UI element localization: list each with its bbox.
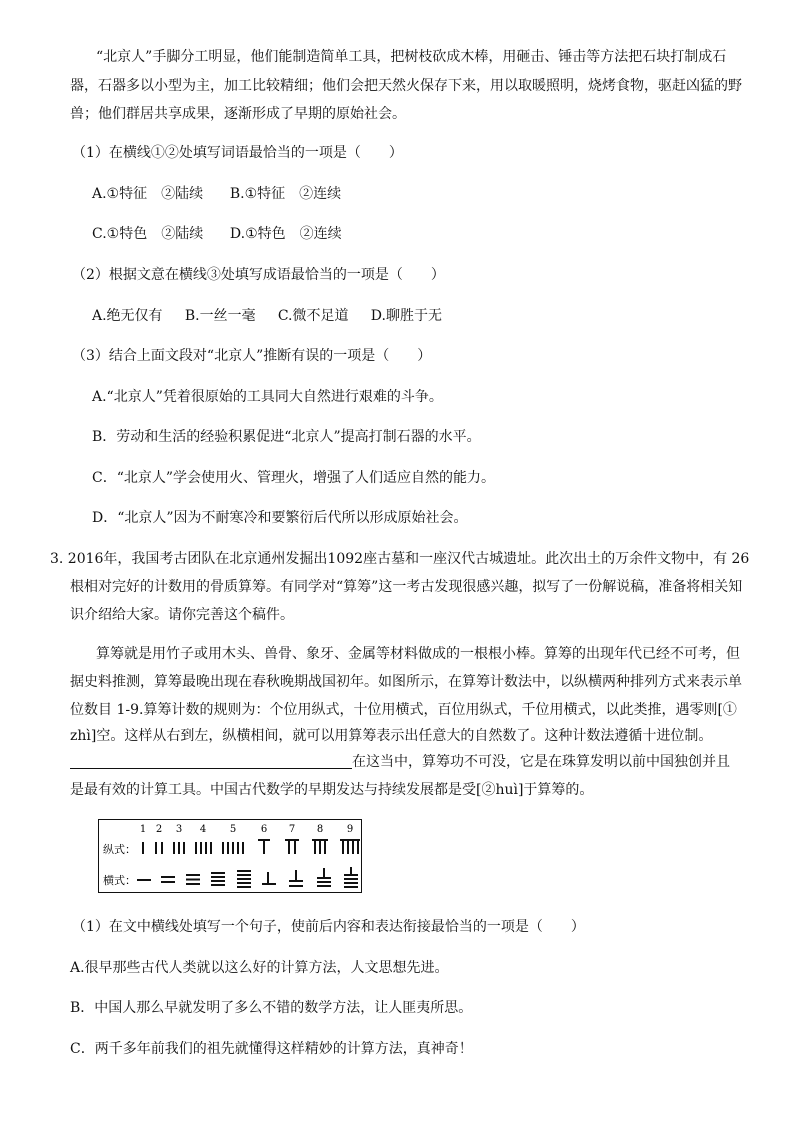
problem-line: 根相对完好的计数用的骨质算筹。有同学对“算筹”这一考古发现很感兴趣，拟写了一份解说稿，准备将相关知 (70, 579, 743, 595)
option-row (92, 184, 341, 204)
rod-number: 4 (199, 824, 207, 835)
option-b: B．中国人那么早就发明了多么不错的数学方法，让人匪夷所思。 (70, 1000, 473, 1016)
option-c: C.①特色 ②陆续 (92, 226, 204, 242)
rod-number: 9 (346, 824, 354, 835)
option-a: A.①特征 ②陆续 (92, 186, 204, 202)
option-d: D．“北京人”因为不耐寒冷和要繁衍后代所以形成原始社会。 (92, 510, 468, 526)
option-b: B.一丝一毫 (184, 308, 256, 324)
option-a: A.很早那些古代人类就以这么好的计算方法，人文思想先进。 (70, 960, 449, 976)
option-c: C．“北京人”学会使用火、管理火，增强了人们适应自然的能力。 (92, 470, 496, 486)
option-c: C.微不足道 (277, 308, 349, 324)
question-stem: （1）在文中横线处填写一个句子，使前后内容和表达衔接最恰当的一项是（ ） (72, 919, 585, 935)
question-stem: （1）在横线①②处填写词语最恰当的一项是（ ） (72, 145, 403, 161)
passage-line: 算筹就是用竹子或用木头、兽骨、象牙、金属等材料做成的一根根小棒。算筹的出现年代已经不可考，但 (96, 646, 740, 662)
passage-line: 器，石器多以小型为主，加工比较精细；他们会把天然火保存下来，用以取暖照明，烧烤食物，驱赶凶猛的野 (70, 78, 742, 94)
option-b: B．劳动和生活的经验积累促进“北京人”提高打制石器的水平。 (92, 429, 481, 445)
rod-number: 2 (155, 824, 163, 835)
counting-rods-table (98, 819, 362, 893)
option-b: B.①特征 ②连续 (229, 186, 342, 202)
rod-number: 7 (288, 824, 296, 835)
problem-line: 3. 2016年，我国考古团队在北京通州发掘出1092座古墓和一座汉代古城遗址。此次出土的万余件文物中，有 26 (50, 551, 750, 567)
passage-line (70, 752, 730, 772)
option-a: A.绝无仅有 (92, 308, 163, 324)
counting-rods-figure (99, 820, 363, 894)
rod-number: 6 (260, 824, 268, 835)
rod-number: 1 (139, 824, 147, 835)
rod-number: 3 (175, 824, 183, 835)
passage-line: 位数目 1-9.算筹计数的规则为：个位用纵式，十位用横式，百位用纵式，千位用横式，以此类推，遇零则[① (70, 702, 737, 718)
rod-number: 5 (229, 824, 237, 835)
problem-line: 识介绍给大家。请你完善这个稿件。 (70, 607, 294, 623)
option-d: D.①特色 ②连续 (229, 226, 342, 242)
option-c: C．两千多年前我们的祖先就懂得这样精妙的计算方法，真神奇！ (70, 1041, 473, 1057)
passage-line: 是最有效的计算工具。中国古代数学的早期发达与持续发展都是受[②huì]于算筹的。 (70, 782, 594, 798)
passage-line: 据史料推测，算筹最晚出现在春秋晚期战国初年。如图所示，在算筹计数法中，以纵横两种排列方式来表示单 (70, 674, 742, 690)
horizontal-row-label: 横式： (103, 874, 136, 887)
passage-line: “北京人”手脚分工明显，他们能制造简单工具，把树枝砍成木棒，用砸击、锤击等方法把石块打制成石 (96, 49, 727, 65)
passage-text: 在这当中，算筹功不可没，它是在珠算发明以前中国独创并且 (352, 754, 730, 770)
option-d: D.聊胜于无 (370, 308, 442, 324)
answer-blank[interactable] (70, 752, 352, 769)
option-row (92, 306, 442, 326)
vertical-rods (143, 840, 360, 854)
option-a: A.“北京人”凭着很原始的工具同大自然进行艰难的斗争。 (92, 389, 443, 405)
rod-number: 8 (316, 824, 324, 835)
question-stem: （3）结合上面文段对“北京人”推断有误的一项是（ ） (72, 348, 432, 364)
passage-line: 兽；他们群居共享成果，逐渐形成了早期的原始社会。 (70, 106, 406, 122)
question-stem: （2）根据文意在横线③处填写成语最恰当的一项是（ ） (72, 267, 445, 283)
horizontal-rods (137, 867, 358, 887)
option-row (92, 224, 342, 244)
passage-line: zhì]空。这样从右到左，纵横相间，就可以用算筹表示出任意大的自然数了。这种计数法遵循十进位制。 (70, 728, 713, 744)
vertical-row-label: 纵式： (103, 843, 136, 856)
